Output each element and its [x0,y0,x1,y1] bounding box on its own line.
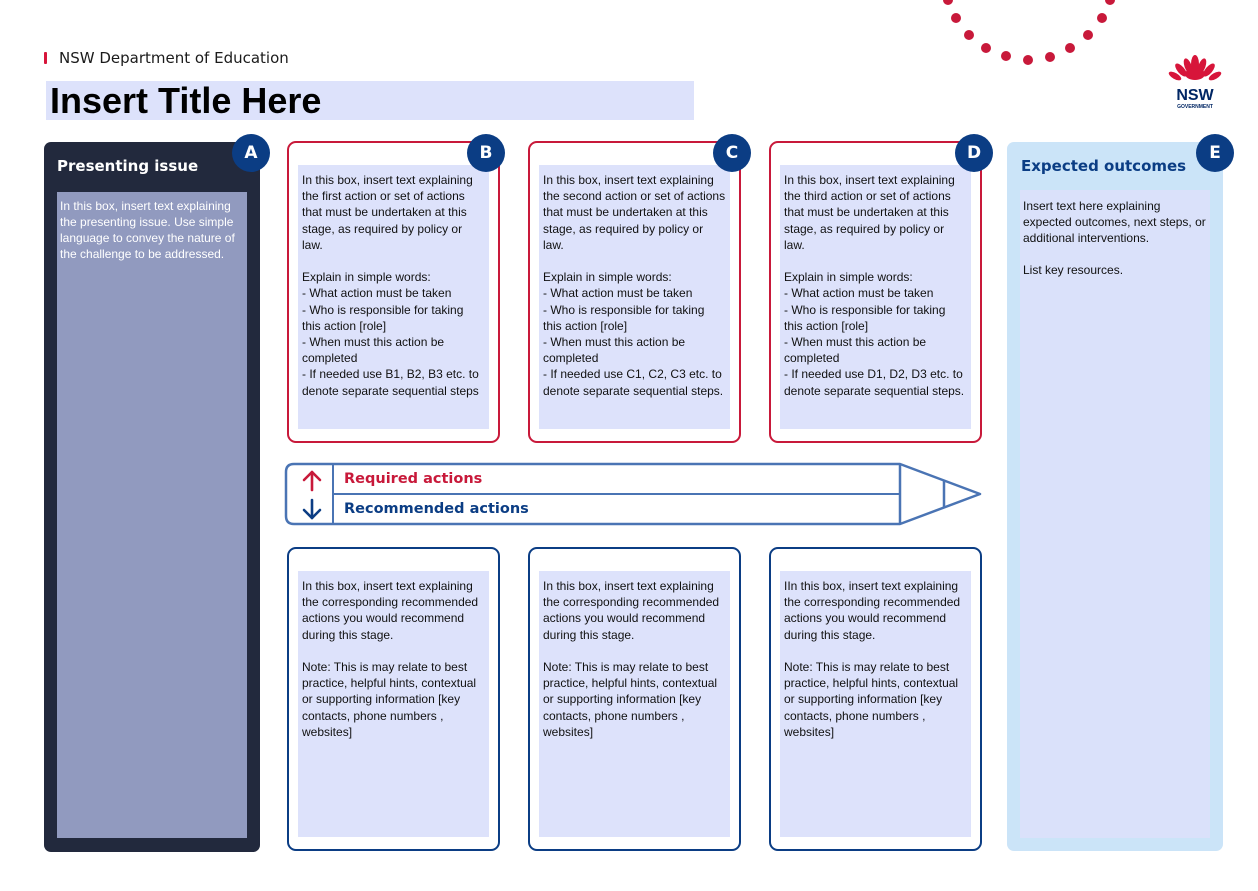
decorative-dot-arc [900,0,1160,80]
required-action-textbox[interactable] [298,165,489,429]
badge-c: C [713,134,751,172]
required-action-card-d [769,141,982,443]
recommended-action-card-1 [287,547,500,851]
expected-outcomes-panel [1007,142,1223,851]
recommended-action-text: IIn this box, insert text explaining the corresponding recommended actions you would recommend during this stage. Note: This is may relate to best practice, helpful hints, contextual or supporting information [key contacts, phone numbers , websites] [784,579,961,739]
badge-e: E [1196,134,1234,172]
page-title-box[interactable] [46,81,694,120]
page-title: Insert Title Here [50,80,322,121]
logo-government-text: GOVERNMENT [1177,104,1213,110]
presenting-issue-text: In this box, insert text explaining the presenting issue. Use simple language to convey the nature of the challenge to be addressed. [60,199,235,261]
required-action-text: In this box, insert text explaining the third action or set of actions that must be undertaken at this stage, as required by policy or law. Explain in simple words: - What action must be taken - Who is responsible for taking this action [role] - When must this action be completed - If needed use D1, D2, D3 etc. to denote separate sequential steps. [784,173,965,398]
recommended-action-textbox[interactable] [780,571,971,837]
required-action-textbox[interactable] [539,165,730,429]
required-action-text: In this box, insert text explaining the first action or set of actions that must be undertaken at this stage, as required by policy or law. Explain in simple words: - What action must be taken - Who is responsible for taking this action [role] - When must this action be completed - If needed use B1, B2, B3 etc. to denote separate sequential steps [302,173,479,398]
recommended-action-textbox[interactable] [539,571,730,837]
department-label: NSW Department of Education [59,49,289,67]
presenting-issue-panel [44,142,260,852]
recommended-actions-label: Recommended actions [344,501,529,517]
logo-nsw-text: NSW [1176,87,1214,104]
badge-d: D [955,134,993,172]
badge-a: A [232,134,270,172]
recommended-action-card-2 [528,547,741,851]
required-action-card-c [528,141,741,443]
required-action-card-b [287,141,500,443]
required-actions-label: Required actions [344,471,483,487]
department-accent-bar [44,52,47,64]
required-action-text: In this box, insert text explaining the second action or set of actions that must be undertaken at this stage, as required by policy or law. Explain in simple words: - What action must be taken - Who is responsible for taking this action [role] - When must this action be completed - If needed use C1, C2, C3 etc. to denote separate sequential steps. [543,173,726,398]
department-name [44,48,289,68]
expected-outcomes-text: Insert text here explaining expected outcomes, next steps, or additional interventions. List key resources. [1023,199,1206,277]
expected-outcomes-textbox[interactable] [1020,190,1210,838]
required-action-textbox[interactable] [780,165,971,429]
expected-outcomes-heading: Expected outcomes [1021,157,1187,175]
recommended-action-card-3 [769,547,982,851]
recommended-action-textbox[interactable] [298,571,489,837]
presenting-issue-heading: Presenting issue [57,157,199,175]
presenting-issue-textbox[interactable] [57,192,247,838]
badge-b: B [467,134,505,172]
recommended-action-text: In this box, insert text explaining the corresponding recommended actions you would recommend during this stage. Note: This is may relate to best practice, helpful hints, contextual or supporting information [key contacts, phone numbers , websites] [302,579,479,739]
recommended-action-text: In this box, insert text explaining the corresponding recommended actions you would recommend during this stage. Note: This is may relate to best practice, helpful hints, contextual or supporting information [key contacts, phone numbers , websites] [543,579,720,739]
nsw-waratah-logo-icon [1166,52,1224,112]
